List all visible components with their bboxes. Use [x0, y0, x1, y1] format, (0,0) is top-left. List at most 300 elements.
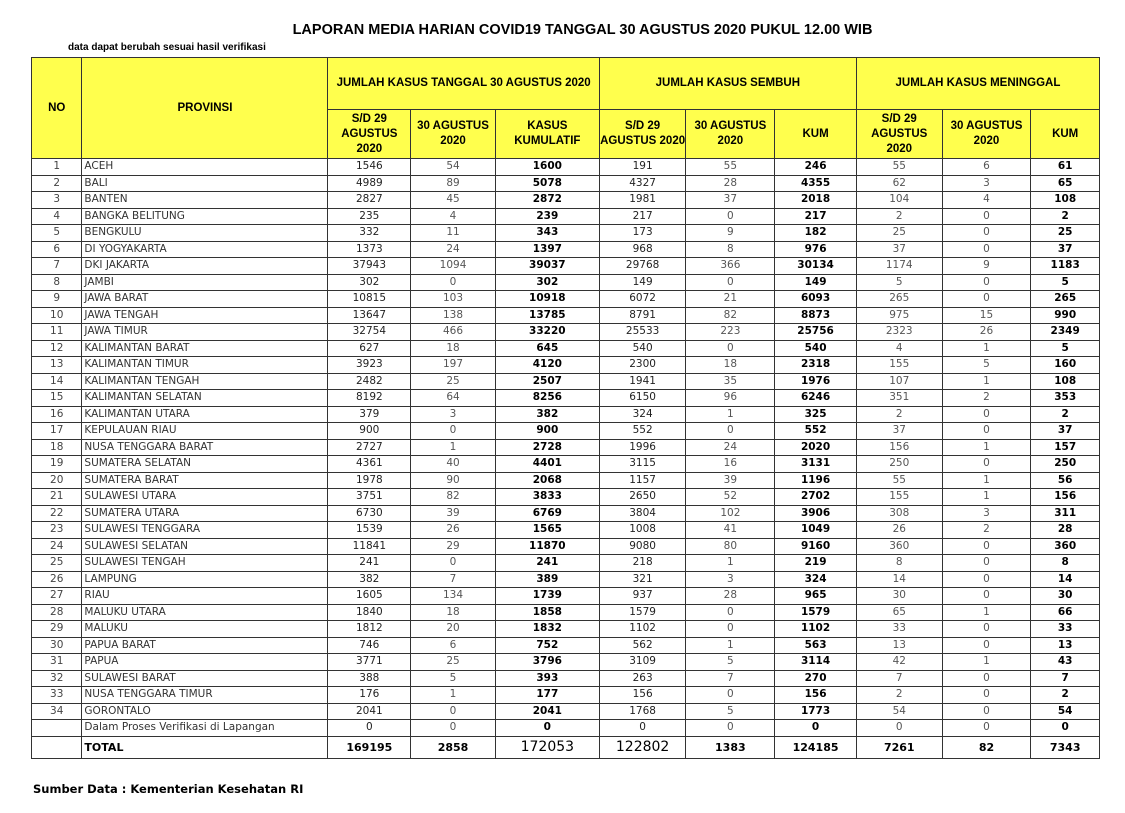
- cell-kasus-sd: 235: [328, 208, 411, 225]
- cell-kasus-sd: 382: [328, 571, 411, 588]
- cell-sembuh-today: 3: [686, 571, 775, 588]
- total-sembuh-today: 1383: [686, 736, 775, 758]
- cell-sembuh-today: 5: [686, 703, 775, 720]
- header-sembuh-kum: KUM: [775, 110, 857, 159]
- cell-no: 24: [32, 538, 82, 555]
- cell-sembuh-kum: 965: [775, 588, 857, 605]
- cell-meninggal-kum: 1183: [1031, 258, 1100, 275]
- cell-meninggal-sd: 107: [856, 373, 942, 390]
- cell-provinsi: KALIMANTAN TIMUR: [82, 357, 328, 374]
- cell-kasus-kum: 343: [495, 225, 599, 242]
- cell-meninggal-sd: 2: [856, 406, 942, 423]
- cell-no: 20: [32, 472, 82, 489]
- cell-sembuh-kum: 1976: [775, 373, 857, 390]
- cell-kasus-kum: 2041: [495, 703, 599, 720]
- cell-kasus-today: 466: [411, 324, 496, 341]
- cell-meninggal-kum: 37: [1031, 241, 1100, 258]
- cell-meninggal-kum: 54: [1031, 703, 1100, 720]
- cell-provinsi: JAMBI: [82, 274, 328, 291]
- cell-kasus-today: 20: [411, 621, 496, 638]
- cell-meninggal-sd: 250: [856, 456, 942, 473]
- header-meninggal-today: 30 AGUSTUS 2020: [942, 110, 1031, 159]
- cell-kasus-today: 0: [411, 555, 496, 572]
- cell-kasus-kum: 39037: [495, 258, 599, 275]
- cell-meninggal-sd: 2: [856, 687, 942, 704]
- cell-sembuh-sd: 552: [599, 423, 686, 440]
- cell-sembuh-today: 0: [686, 340, 775, 357]
- cell-meninggal-kum: 2349: [1031, 324, 1100, 341]
- cell-kasus-kum: 177: [495, 687, 599, 704]
- cell-meninggal-kum: 250: [1031, 456, 1100, 473]
- cell-meninggal-kum: 2: [1031, 406, 1100, 423]
- cell-provinsi: BANGKA BELITUNG: [82, 208, 328, 225]
- cell-no: 4: [32, 208, 82, 225]
- cell-meninggal-kum: 2: [1031, 208, 1100, 225]
- cell-sembuh-sd: 9080: [599, 538, 686, 555]
- cell-meninggal-today: 5: [942, 357, 1031, 374]
- cell-kasus-kum: 1739: [495, 588, 599, 605]
- cell-meninggal-today: 1: [942, 472, 1031, 489]
- cell-meninggal-kum: 353: [1031, 390, 1100, 407]
- total-row: [32, 736, 1100, 758]
- cell-meninggal-kum: 30: [1031, 588, 1100, 605]
- total-provinsi: TOTAL: [82, 736, 328, 758]
- header-meninggal-kum: KUM: [1031, 110, 1100, 159]
- cell-no: 19: [32, 456, 82, 473]
- cell-meninggal-sd: 975: [856, 307, 942, 324]
- cell-meninggal-sd: 26: [856, 522, 942, 539]
- cell-kasus-sd: 388: [328, 670, 411, 687]
- cell-meninggal-sd: 0: [856, 720, 942, 737]
- cell-no: 17: [32, 423, 82, 440]
- table-row: [32, 588, 1100, 605]
- table-row: [32, 489, 1100, 506]
- cell-kasus-sd: 176: [328, 687, 411, 704]
- cell-meninggal-kum: 990: [1031, 307, 1100, 324]
- cell-meninggal-sd: 265: [856, 291, 942, 308]
- table-row: [32, 324, 1100, 341]
- cell-provinsi: KALIMANTAN UTARA: [82, 406, 328, 423]
- table-row: [32, 456, 1100, 473]
- table-row: [32, 357, 1100, 374]
- cell-meninggal-sd: 55: [856, 472, 942, 489]
- cell-sembuh-sd: 156: [599, 687, 686, 704]
- cell-kasus-sd: 1840: [328, 604, 411, 621]
- table-row: [32, 406, 1100, 423]
- cell-kasus-sd: 37943: [328, 258, 411, 275]
- header-meninggal-sd: S/D 29 AGUSTUS 2020: [856, 110, 942, 159]
- table-row: [32, 423, 1100, 440]
- cell-kasus-kum: 4120: [495, 357, 599, 374]
- table-row: [32, 621, 1100, 638]
- cell-kasus-kum: 645: [495, 340, 599, 357]
- cell-kasus-kum: 5078: [495, 175, 599, 192]
- cell-meninggal-sd: 308: [856, 505, 942, 522]
- cell-no: [32, 720, 82, 737]
- cell-kasus-sd: 1546: [328, 159, 411, 176]
- cell-sembuh-kum: 30134: [775, 258, 857, 275]
- cell-kasus-sd: 3751: [328, 489, 411, 506]
- cell-sembuh-sd: 968: [599, 241, 686, 258]
- cell-sembuh-today: 16: [686, 456, 775, 473]
- cell-meninggal-kum: 360: [1031, 538, 1100, 555]
- cell-meninggal-today: 0: [942, 720, 1031, 737]
- cell-meninggal-today: 0: [942, 538, 1031, 555]
- cell-kasus-sd: 13647: [328, 307, 411, 324]
- cell-sembuh-sd: 1008: [599, 522, 686, 539]
- cell-no: 14: [32, 373, 82, 390]
- table-row: [32, 604, 1100, 621]
- cell-kasus-kum: 0: [495, 720, 599, 737]
- cell-kasus-kum: 1565: [495, 522, 599, 539]
- cell-kasus-sd: 0: [328, 720, 411, 737]
- cell-kasus-today: 5: [411, 670, 496, 687]
- cell-kasus-sd: 3923: [328, 357, 411, 374]
- cell-kasus-today: 25: [411, 373, 496, 390]
- cell-kasus-today: 7: [411, 571, 496, 588]
- table-row: [32, 522, 1100, 539]
- cell-sembuh-sd: 3109: [599, 654, 686, 671]
- cell-meninggal-kum: 5: [1031, 340, 1100, 357]
- cell-kasus-kum: 3796: [495, 654, 599, 671]
- cell-sembuh-kum: 149: [775, 274, 857, 291]
- cell-sembuh-kum: 1773: [775, 703, 857, 720]
- cell-sembuh-today: 82: [686, 307, 775, 324]
- cell-sembuh-today: 8: [686, 241, 775, 258]
- cell-sembuh-sd: 173: [599, 225, 686, 242]
- table-row: [32, 390, 1100, 407]
- cell-sembuh-kum: 1196: [775, 472, 857, 489]
- cell-kasus-sd: 1978: [328, 472, 411, 489]
- total-kasus-kum: 172053: [495, 736, 599, 758]
- cell-provinsi: SULAWESI TENGAH: [82, 555, 328, 572]
- cell-kasus-today: 3: [411, 406, 496, 423]
- cell-sembuh-sd: 0: [599, 720, 686, 737]
- cell-meninggal-sd: 5: [856, 274, 942, 291]
- cell-kasus-sd: 2041: [328, 703, 411, 720]
- cell-kasus-today: 4: [411, 208, 496, 225]
- total-kasus-today: 2858: [411, 736, 496, 758]
- cell-sembuh-kum: 6093: [775, 291, 857, 308]
- cell-meninggal-kum: 157: [1031, 439, 1100, 456]
- cell-kasus-today: 26: [411, 522, 496, 539]
- report-title: LAPORAN MEDIA HARIAN COVID19 TANGGAL 30 AGUSTUS 2020 PUKUL 12.00 WIB: [292, 22, 873, 38]
- cell-meninggal-today: 3: [942, 505, 1031, 522]
- cell-sembuh-kum: 217: [775, 208, 857, 225]
- cell-kasus-today: 40: [411, 456, 496, 473]
- cell-kasus-sd: 2727: [328, 439, 411, 456]
- cell-sembuh-kum: 325: [775, 406, 857, 423]
- cell-sembuh-sd: 2650: [599, 489, 686, 506]
- header-sembuh-today: 30 AGUSTUS 2020: [686, 110, 775, 159]
- cell-meninggal-sd: 4: [856, 340, 942, 357]
- cell-no: 26: [32, 571, 82, 588]
- cell-sembuh-sd: 191: [599, 159, 686, 176]
- cell-meninggal-sd: 1174: [856, 258, 942, 275]
- cell-kasus-kum: 389: [495, 571, 599, 588]
- cell-meninggal-sd: 33: [856, 621, 942, 638]
- cell-sembuh-today: 28: [686, 588, 775, 605]
- cell-sembuh-sd: 1102: [599, 621, 686, 638]
- cell-provinsi: DKI JAKARTA: [82, 258, 328, 275]
- cell-meninggal-kum: 311: [1031, 505, 1100, 522]
- cell-meninggal-sd: 104: [856, 192, 942, 209]
- cell-meninggal-sd: 54: [856, 703, 942, 720]
- cell-sembuh-sd: 6072: [599, 291, 686, 308]
- cell-no: 28: [32, 604, 82, 621]
- header-group-sembuh: JUMLAH KASUS SEMBUH: [599, 58, 856, 110]
- cell-meninggal-kum: 160: [1031, 357, 1100, 374]
- cell-sembuh-today: 37: [686, 192, 775, 209]
- cell-sembuh-today: 1: [686, 637, 775, 654]
- table-row: [32, 274, 1100, 291]
- cell-sembuh-sd: 324: [599, 406, 686, 423]
- cell-meninggal-today: 0: [942, 621, 1031, 638]
- cell-no: 2: [32, 175, 82, 192]
- cell-meninggal-kum: 61: [1031, 159, 1100, 176]
- cell-sembuh-today: 18: [686, 357, 775, 374]
- cell-sembuh-sd: 6150: [599, 390, 686, 407]
- cell-sembuh-kum: 6246: [775, 390, 857, 407]
- table-row: [32, 637, 1100, 654]
- cell-sembuh-kum: 9160: [775, 538, 857, 555]
- cell-meninggal-sd: 62: [856, 175, 942, 192]
- cell-meninggal-sd: 42: [856, 654, 942, 671]
- cell-kasus-today: 138: [411, 307, 496, 324]
- cell-meninggal-today: 0: [942, 703, 1031, 720]
- table-row: [32, 291, 1100, 308]
- cell-kasus-kum: 900: [495, 423, 599, 440]
- cell-sembuh-kum: 1579: [775, 604, 857, 621]
- covid-report-table: [31, 57, 1100, 759]
- table-row: [32, 241, 1100, 258]
- cell-kasus-kum: 239: [495, 208, 599, 225]
- cell-kasus-kum: 6769: [495, 505, 599, 522]
- cell-kasus-today: 0: [411, 720, 496, 737]
- cell-no: 21: [32, 489, 82, 506]
- cell-sembuh-today: 39: [686, 472, 775, 489]
- cell-no: 29: [32, 621, 82, 638]
- cell-provinsi: SULAWESI TENGGARA: [82, 522, 328, 539]
- cell-sembuh-kum: 552: [775, 423, 857, 440]
- table-row: [32, 439, 1100, 456]
- header-kasus-sd: S/D 29 AGUSTUS 2020: [328, 110, 411, 159]
- cell-provinsi: NUSA TENGGARA BARAT: [82, 439, 328, 456]
- cell-sembuh-kum: 219: [775, 555, 857, 572]
- cell-meninggal-sd: 30: [856, 588, 942, 605]
- header-group-meninggal: JUMLAH KASUS MENINGGAL: [856, 58, 1099, 110]
- cell-provinsi: BANTEN: [82, 192, 328, 209]
- cell-meninggal-kum: 33: [1031, 621, 1100, 638]
- cell-kasus-kum: 1858: [495, 604, 599, 621]
- cell-meninggal-today: 0: [942, 588, 1031, 605]
- cell-kasus-sd: 900: [328, 423, 411, 440]
- cell-kasus-sd: 2482: [328, 373, 411, 390]
- cell-sembuh-today: 52: [686, 489, 775, 506]
- cell-no: 16: [32, 406, 82, 423]
- cell-meninggal-today: 0: [942, 687, 1031, 704]
- cell-kasus-kum: 10918: [495, 291, 599, 308]
- cell-sembuh-today: 28: [686, 175, 775, 192]
- cell-kasus-today: 0: [411, 703, 496, 720]
- cell-meninggal-today: 1: [942, 340, 1031, 357]
- total-no: [32, 736, 82, 758]
- header-no: NO: [32, 58, 82, 159]
- total-kasus-sd: 169195: [328, 736, 411, 758]
- cell-kasus-sd: 4989: [328, 175, 411, 192]
- cell-sembuh-today: 102: [686, 505, 775, 522]
- cell-no: 33: [32, 687, 82, 704]
- cell-kasus-kum: 382: [495, 406, 599, 423]
- cell-provinsi: SUMATERA SELATAN: [82, 456, 328, 473]
- cell-no: 7: [32, 258, 82, 275]
- cell-no: 12: [32, 340, 82, 357]
- table-row: [32, 555, 1100, 572]
- cell-provinsi: KALIMANTAN TENGAH: [82, 373, 328, 390]
- cell-sembuh-sd: 2300: [599, 357, 686, 374]
- cell-provinsi: NUSA TENGGARA TIMUR: [82, 687, 328, 704]
- cell-kasus-kum: 2872: [495, 192, 599, 209]
- table-row: [32, 159, 1100, 176]
- cell-meninggal-kum: 108: [1031, 192, 1100, 209]
- cell-kasus-today: 39: [411, 505, 496, 522]
- table-row: [32, 192, 1100, 209]
- cell-kasus-sd: 1539: [328, 522, 411, 539]
- cell-meninggal-kum: 156: [1031, 489, 1100, 506]
- cell-provinsi: MALUKU UTARA: [82, 604, 328, 621]
- cell-meninggal-kum: 7: [1031, 670, 1100, 687]
- cell-meninggal-sd: 360: [856, 538, 942, 555]
- cell-meninggal-sd: 65: [856, 604, 942, 621]
- header-kasus-today: 30 AGUSTUS 2020: [411, 110, 496, 159]
- cell-sembuh-sd: 1157: [599, 472, 686, 489]
- cell-kasus-today: 11: [411, 225, 496, 242]
- cell-meninggal-today: 0: [942, 241, 1031, 258]
- cell-kasus-today: 103: [411, 291, 496, 308]
- cell-provinsi: SULAWESI SELATAN: [82, 538, 328, 555]
- cell-provinsi: GORONTALO: [82, 703, 328, 720]
- data-source: Sumber Data : Kementerian Kesehatan RI: [33, 782, 304, 796]
- total-sembuh-sd: 122802: [599, 736, 686, 758]
- cell-sembuh-today: 0: [686, 274, 775, 291]
- cell-sembuh-kum: 270: [775, 670, 857, 687]
- cell-sembuh-kum: 2020: [775, 439, 857, 456]
- header-kasus-kum: KASUS KUMULATIF: [495, 110, 599, 159]
- cell-provinsi: Dalam Proses Verifikasi di Lapangan: [82, 720, 328, 737]
- cell-no: 22: [32, 505, 82, 522]
- cell-sembuh-sd: 3115: [599, 456, 686, 473]
- cell-sembuh-kum: 976: [775, 241, 857, 258]
- cell-meninggal-sd: 37: [856, 241, 942, 258]
- cell-meninggal-kum: 13: [1031, 637, 1100, 654]
- cell-meninggal-today: 0: [942, 456, 1031, 473]
- cell-sembuh-today: 0: [686, 621, 775, 638]
- cell-kasus-today: 0: [411, 274, 496, 291]
- cell-sembuh-sd: 1996: [599, 439, 686, 456]
- table-row: [32, 538, 1100, 555]
- cell-provinsi: JAWA BARAT: [82, 291, 328, 308]
- cell-meninggal-sd: 55: [856, 159, 942, 176]
- cell-meninggal-kum: 2: [1031, 687, 1100, 704]
- cell-kasus-sd: 2827: [328, 192, 411, 209]
- cell-kasus-sd: 3771: [328, 654, 411, 671]
- cell-meninggal-today: 0: [942, 274, 1031, 291]
- cell-no: 18: [32, 439, 82, 456]
- cell-provinsi: JAWA TENGAH: [82, 307, 328, 324]
- cell-sembuh-today: 0: [686, 687, 775, 704]
- cell-sembuh-today: 0: [686, 423, 775, 440]
- cell-sembuh-kum: 563: [775, 637, 857, 654]
- cell-meninggal-kum: 108: [1031, 373, 1100, 390]
- cell-meninggal-today: 3: [942, 175, 1031, 192]
- cell-kasus-today: 134: [411, 588, 496, 605]
- cell-kasus-today: 54: [411, 159, 496, 176]
- cell-kasus-kum: 752: [495, 637, 599, 654]
- cell-sembuh-today: 96: [686, 390, 775, 407]
- cell-meninggal-sd: 155: [856, 357, 942, 374]
- cell-no: 13: [32, 357, 82, 374]
- cell-provinsi: KALIMANTAN SELATAN: [82, 390, 328, 407]
- cell-kasus-today: 24: [411, 241, 496, 258]
- cell-kasus-kum: 1397: [495, 241, 599, 258]
- cell-sembuh-today: 366: [686, 258, 775, 275]
- cell-kasus-kum: 4401: [495, 456, 599, 473]
- cell-kasus-sd: 32754: [328, 324, 411, 341]
- cell-provinsi: PAPUA: [82, 654, 328, 671]
- cell-no: 8: [32, 274, 82, 291]
- cell-no: 3: [32, 192, 82, 209]
- cell-kasus-kum: 1600: [495, 159, 599, 176]
- cell-meninggal-kum: 265: [1031, 291, 1100, 308]
- cell-provinsi: LAMPUNG: [82, 571, 328, 588]
- cell-kasus-kum: 33220: [495, 324, 599, 341]
- cell-kasus-today: 1: [411, 439, 496, 456]
- cell-meninggal-today: 0: [942, 555, 1031, 572]
- report-subtitle: data dapat berubah sesuai hasil verifikasi: [68, 42, 266, 53]
- cell-meninggal-today: 0: [942, 208, 1031, 225]
- cell-kasus-sd: 746: [328, 637, 411, 654]
- cell-meninggal-today: 26: [942, 324, 1031, 341]
- header-group-kasus: JUMLAH KASUS TANGGAL 30 AGUSTUS 2020: [328, 58, 599, 110]
- cell-sembuh-kum: 1102: [775, 621, 857, 638]
- cell-provinsi: SUMATERA UTARA: [82, 505, 328, 522]
- cell-kasus-today: 90: [411, 472, 496, 489]
- cell-meninggal-sd: 155: [856, 489, 942, 506]
- table-row: [32, 687, 1100, 704]
- cell-meninggal-today: 0: [942, 637, 1031, 654]
- cell-kasus-today: 29: [411, 538, 496, 555]
- cell-meninggal-today: 0: [942, 423, 1031, 440]
- cell-no: 15: [32, 390, 82, 407]
- cell-no: 11: [32, 324, 82, 341]
- cell-sembuh-sd: 263: [599, 670, 686, 687]
- cell-meninggal-today: 1: [942, 654, 1031, 671]
- header-sembuh-sd: S/D 29 AGUSTUS 2020: [599, 110, 686, 159]
- cell-kasus-today: 1: [411, 687, 496, 704]
- cell-sembuh-today: 223: [686, 324, 775, 341]
- cell-sembuh-today: 55: [686, 159, 775, 176]
- cell-no: 5: [32, 225, 82, 242]
- cell-meninggal-sd: 25: [856, 225, 942, 242]
- cell-kasus-today: 89: [411, 175, 496, 192]
- cell-no: 25: [32, 555, 82, 572]
- cell-provinsi: MALUKU: [82, 621, 328, 638]
- cell-meninggal-sd: 14: [856, 571, 942, 588]
- cell-meninggal-today: 0: [942, 670, 1031, 687]
- table-row: [32, 571, 1100, 588]
- cell-sembuh-today: 41: [686, 522, 775, 539]
- cell-kasus-kum: 2507: [495, 373, 599, 390]
